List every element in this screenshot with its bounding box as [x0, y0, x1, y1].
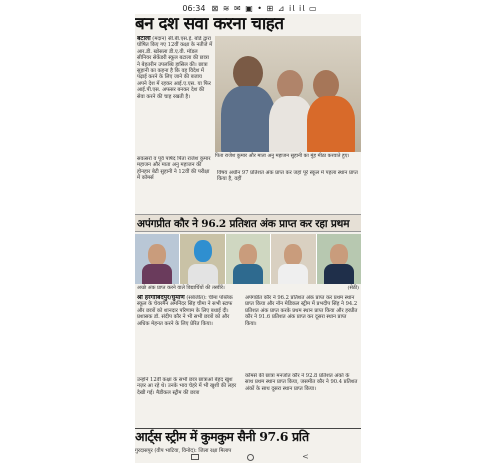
students-caption: अच्छे अंक प्राप्त करने वाले विद्यार्थियों की तस्वीरें। — [137, 285, 225, 291]
newspaper-clipping — [135, 14, 361, 463]
student-face — [148, 244, 166, 266]
student-turban — [194, 240, 212, 262]
recent-apps-icon[interactable] — [191, 454, 199, 460]
article1-col1 — [137, 36, 213, 154]
student-photo — [180, 234, 225, 284]
home-icon[interactable] — [247, 454, 254, 461]
student-photo — [271, 234, 316, 284]
article2-col2: अपंगप्रीत कौर ने 96.2 प्रतिशत अंक प्राप्त कर प्रथम स्थान प्राप्त किया और नॉन मेडिकल स्ट्रीम में प्रभदीप सिंह ने 94.2 प्रतिशत अंक प्राप्त करके प्रथम स्थान प्राप्त किया और हरप्रीत कौर ने 91.6 प्रतिशत अंक प्राप्त कर दूसरा स्थान प्राप्त किया। — [245, 295, 358, 327]
article2-col1-lower: उन्होंने 12वीं कक्षा के सभी छात्र छात्राओं बेहद खुश नज़र आ रहे थे। उनके भाव चेहरे में भी खुशी की लहर देखी गई। मैडीकल स्ट्रीम की छात्रा — [137, 377, 237, 396]
photo-caption: पिता राजेश कुमार और माता अनु महाजन सुहानी का मुंह मीठा करवाते हुए। — [215, 153, 350, 159]
student-body — [188, 264, 218, 284]
article2-agency: (सर्बजीत): — [186, 295, 207, 301]
students-credit: (सेठी) — [347, 285, 359, 291]
article2-col2-lower: कॉमर्स की छात्रा मनजोत कौर ने 92.8 प्रतिशत अंकों के साथ प्रथम स्थान प्राप्त किया, जसमीत कौर ने 90.4 प्रतिशत अंकों के साथ दूसरा स्थान प्राप्त किया। — [245, 373, 358, 392]
student-body — [324, 264, 354, 284]
status-time: 06:34 — [182, 3, 206, 13]
article1-agency: (मदान) — [152, 36, 167, 42]
navigation-bar — [0, 451, 500, 463]
photo-mother-body — [307, 96, 355, 152]
article2-dateline: श्री हरगोबिंदपुर/घुमाण — [137, 295, 185, 301]
headline-bottom: आर्ट्स स्ट्रीम में कुमकुम सैनी 97.6 प्रति — [135, 428, 361, 445]
headline-band: अपंगप्रीत कौर ने 96.2 प्रतिशत अंक प्राप्त कर रहा प्रथम — [135, 214, 361, 232]
photo-father-head — [233, 56, 263, 90]
article1-col1-text: सी.बी.एस.ई. बोर्ड द्वारा घोषित किए गए 12वीं कक्षा के नतीजे में आर.डी. खोसला डी.ए.वी. मॉडल सीनियर सेकेंडरी स्कूल बटाला की छात्रा ने बेहतरीन उपलब्धि हासिल की। छात्रा सुहानी का कहना है कि वह विदेश में पढ़ाई करने के लिए जाने की बजाय अपने देश में रहकर आई.ए.एस. या फिर आई.पी.एस. अफसर बनकर देश की सेवा करने की चाह रखती है। — [137, 36, 213, 100]
student-face — [284, 244, 302, 266]
back-icon[interactable]: < — [302, 452, 309, 461]
student-body — [233, 264, 263, 284]
student-photo — [135, 234, 180, 284]
status-icons: ⊠ ≋ ✉ ▣ • ⊞ ⊿ 𝗂𝗅 𝗂𝗅 ▭ — [211, 3, 318, 13]
article1-dateline: बटाला — [137, 36, 151, 42]
article1-col1-lower: सवत्सरों व पूर्व पार्षद पिता राजेश कुमार महाजन और माता अनु महाजन की होनहार बेटी सुहानी ने 12वीं की परीक्षा में कॉमर्स — [137, 156, 211, 182]
students-photo-strip — [135, 234, 361, 284]
student-face — [239, 244, 257, 266]
student-photo — [226, 234, 271, 284]
byline-bottom: गुरदासपुर (वीप भाटिया, विनोद): जिला रक्षा मिलाप — [135, 448, 232, 454]
article2-col1-text: चीमा पब्लिक स्कूल के चेयरमैन अमनिंदर सिंह चीमा ने सभी स्टाफ और छात्रों को शानदार परिणाम के लिए बधाई दी। प्रशासक डॉ. संदीप कौर ने भी सभी छात्रों को और अधिक मेहनत करने के लिए प्रेरित किया। — [137, 295, 233, 327]
article1-col2-lower: विषय अधीन 97 प्रतिशत अंक प्राप्त कर जहां पूरे स्कूल में पहला स्थान प्राप्त किया है, वहीं — [217, 170, 358, 183]
article2-col1 — [137, 295, 241, 375]
headline-top: बन दश सवा करना चाहत — [135, 14, 284, 34]
student-face — [330, 244, 348, 266]
student-body — [142, 264, 172, 284]
student-photo — [317, 234, 361, 284]
student-body — [278, 264, 308, 284]
photo-father-body — [221, 86, 275, 152]
family-photo — [215, 36, 361, 152]
